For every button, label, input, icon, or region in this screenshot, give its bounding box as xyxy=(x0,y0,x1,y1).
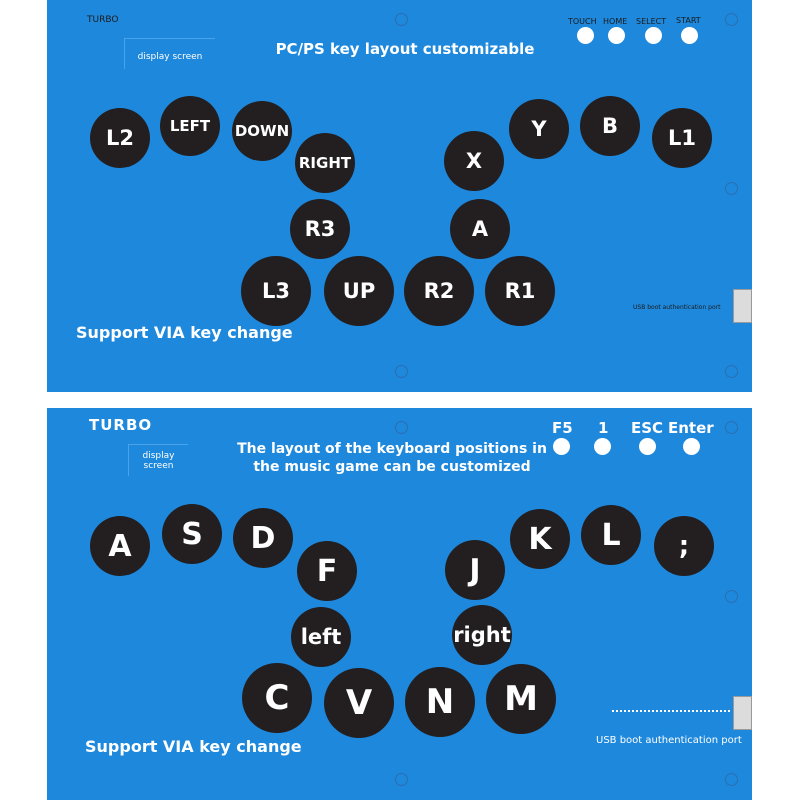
button-semicolon[interactable]: ; xyxy=(654,516,714,576)
mounting-hole xyxy=(395,13,408,26)
button-a[interactable]: A xyxy=(90,516,150,576)
turbo-label: TURBO xyxy=(87,15,119,25)
select-button[interactable] xyxy=(645,27,662,44)
button-x[interactable]: X xyxy=(444,131,504,191)
key-1-button[interactable] xyxy=(594,438,611,455)
start-button[interactable] xyxy=(681,27,698,44)
button-j[interactable]: J xyxy=(445,540,505,600)
button-left[interactable]: left xyxy=(291,607,351,667)
usb-port-label: USB boot authentication port xyxy=(633,304,721,311)
button-l3[interactable]: L3 xyxy=(241,256,311,326)
button-k[interactable]: K xyxy=(510,509,570,569)
button-l[interactable]: L xyxy=(581,505,641,565)
enter-button[interactable] xyxy=(683,438,700,455)
usb-trace-line xyxy=(612,710,730,716)
bottom-layout-panel xyxy=(47,408,752,800)
mounting-hole xyxy=(395,365,408,378)
mounting-hole xyxy=(395,773,408,786)
button-l2[interactable]: L2 xyxy=(90,108,150,168)
mounting-hole xyxy=(725,13,738,26)
button-c[interactable]: C xyxy=(242,663,312,733)
start-label: START xyxy=(676,16,701,25)
top-layout-panel xyxy=(47,0,752,392)
mounting-hole xyxy=(725,365,738,378)
via-support-label: Support VIA key change xyxy=(76,323,293,342)
display-screen-text: display screen xyxy=(142,451,175,471)
button-y[interactable]: Y xyxy=(509,99,569,159)
button-right[interactable]: right xyxy=(452,605,512,665)
display-screen-label xyxy=(124,38,215,69)
mounting-hole xyxy=(725,421,738,434)
f5-label: F5 xyxy=(552,419,573,437)
button-up[interactable]: UP xyxy=(324,256,394,326)
touch-button[interactable] xyxy=(577,27,594,44)
esc-label: ESC xyxy=(631,419,664,437)
mounting-hole xyxy=(725,182,738,195)
display-screen-text: display screen xyxy=(137,52,203,62)
button-right[interactable]: RIGHT xyxy=(295,133,355,193)
key-1-label: 1 xyxy=(598,419,609,437)
button-d[interactable]: D xyxy=(233,508,293,568)
home-button[interactable] xyxy=(608,27,625,44)
button-v[interactable]: V xyxy=(324,668,394,738)
button-r3[interactable]: R3 xyxy=(290,199,350,259)
button-a[interactable]: A xyxy=(450,199,510,259)
turbo-label: TURBO xyxy=(89,416,153,434)
select-label: SELECT xyxy=(636,17,667,26)
page-title-line-2: the music game can be customized xyxy=(253,459,531,475)
button-b[interactable]: B xyxy=(580,96,640,156)
page-title xyxy=(227,440,557,476)
button-s[interactable]: S xyxy=(162,504,222,564)
home-label: HOME xyxy=(603,17,628,26)
mounting-hole xyxy=(395,421,408,434)
mounting-hole xyxy=(725,773,738,786)
button-down[interactable]: DOWN xyxy=(232,101,292,161)
touch-label: TOUCH xyxy=(568,17,597,26)
usb-port[interactable] xyxy=(733,289,752,323)
mounting-hole xyxy=(725,590,738,603)
button-r2[interactable]: R2 xyxy=(404,256,474,326)
f5-button[interactable] xyxy=(553,438,570,455)
usb-port[interactable] xyxy=(733,696,752,730)
usb-port-label: USB boot authentication port xyxy=(596,735,742,746)
esc-button[interactable] xyxy=(639,438,656,455)
display-screen-label xyxy=(128,444,188,476)
button-l1[interactable]: L1 xyxy=(652,108,712,168)
button-f[interactable]: F xyxy=(297,541,357,601)
page-title-line-1: The layout of the keyboard positions in xyxy=(237,441,547,457)
enter-label: Enter xyxy=(668,419,714,437)
button-r1[interactable]: R1 xyxy=(485,256,555,326)
via-support-label: Support VIA key change xyxy=(85,737,302,756)
button-left[interactable]: LEFT xyxy=(160,96,220,156)
button-m[interactable]: M xyxy=(486,664,556,734)
button-n[interactable]: N xyxy=(405,667,475,737)
page-title: PC/PS key layout customizable xyxy=(275,40,535,58)
